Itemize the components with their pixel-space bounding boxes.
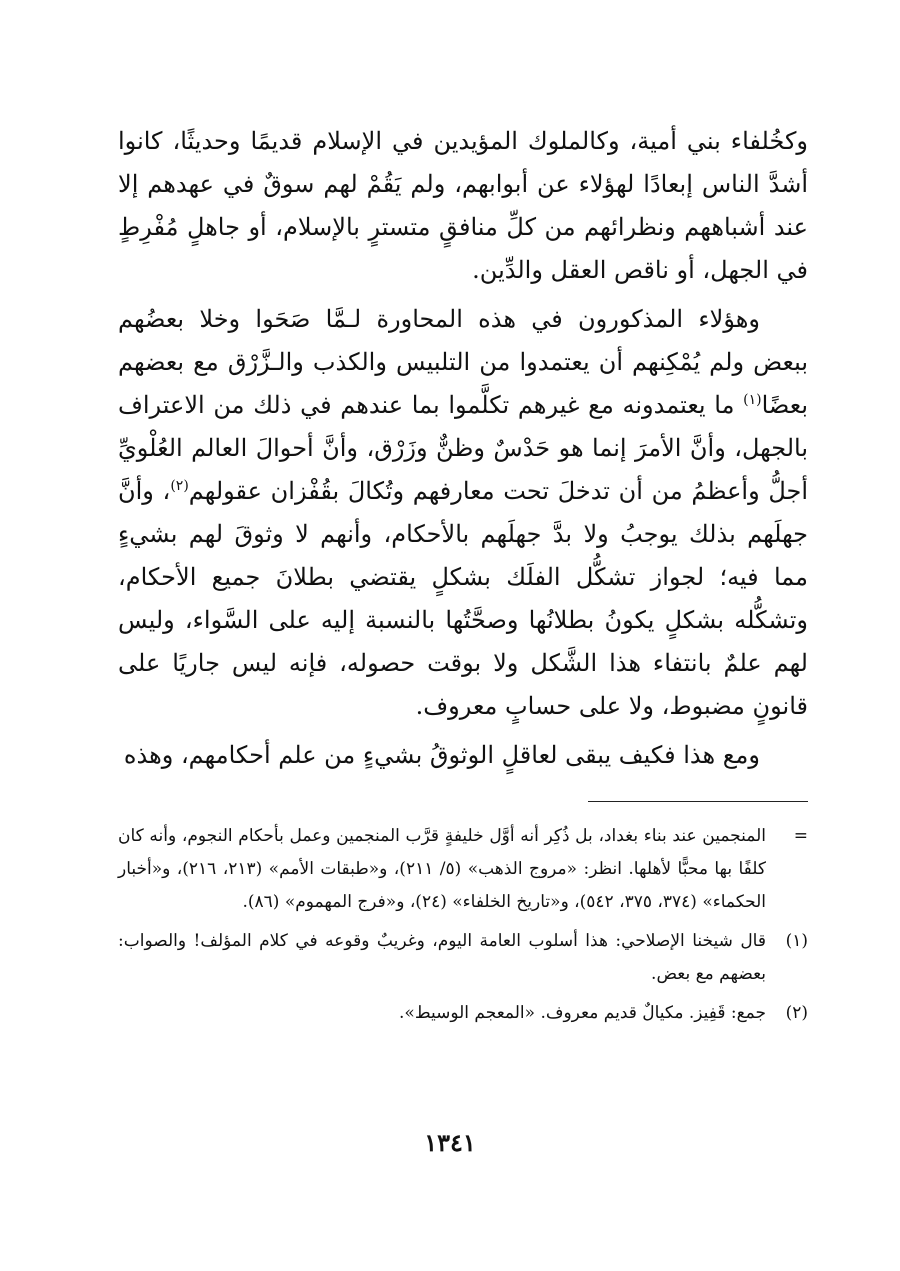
paragraph-2-part-1: وهؤلاء المذكورون في هذه المحاورة لـمَّا صَحَوا وخلا بعضُهم ببعض ولم يُمْكِنهم أن يعتمدوا من التلبيس والكذب والـزَّرْق مع بعضهم بعضًا <box>118 305 808 419</box>
paragraph-2 <box>118 298 808 728</box>
footnotes <box>118 820 808 1030</box>
footnote-2-text: جمع: قَفِيز. مكيالٌ قديم معروف. «المعجم الوسيط». <box>399 1003 766 1023</box>
footnote-1 <box>118 925 808 991</box>
main-text <box>118 120 808 777</box>
footnote-separator <box>588 801 808 802</box>
paragraph-2-part-3: ، وأنَّ جهلَهم بذلك يوجبُ ولا بدَّ جهلَهم بالأحكام، وأنهم لا وثوقَ لهم بشيءٍ مما فيه؛ لجواز تشكُّل الفلَك بشكلٍ يقتضي بطلانَ جميع الأحكام، وتشكُّله بشكلٍ يكونُ بطلانُها وصحَّتُها بالنسبة إليه على السَّواء، وليس لهم علمٌ بانتفاء هذا الشَّكل ولا بوقت حصوله، فإنه ليس جاريًا على قانونٍ مضبوط، ولا على حسابٍ معروف. <box>118 477 808 720</box>
paragraph-3: ومع هذا فكيف يبقى لعاقلٍ الوثوقُ بشيءٍ من علم أحكامهم، وهذه <box>123 741 760 769</box>
footnote-2-marker: (٢) <box>785 1003 808 1023</box>
footnote-ref-2[interactable]: (٢) <box>170 478 189 494</box>
footnote-2 <box>118 997 808 1030</box>
footnote-continuation <box>118 820 808 919</box>
paragraph-2-part-2: ما يعتمدونه مع غيرهم تكلَّموا بما عندهم في ذلك من الاعتراف بالجهل، وأنَّ الأمرَ إنما هو حَدْسٌ وظنٌّ وزَرْق، وأنَّ أحوالَ العالم العُلْويِّ أجلُّ وأعظمُ من أن تدخلَ تحت معارفهم وتُكالَ بقُفْزان عقولهم <box>118 391 809 505</box>
footnote-continuation-marker: = <box>793 826 808 846</box>
footnote-continuation-text: المنجمين عند بناء بغداد، بل ذُكِر أنه أوَّل خليفةٍ قرَّب المنجمين وعمل بأحكام النجوم، وأنه كان كلفًا بها محبًّا لأهلها. انظر: «مروج الذهب» (٥/ ٢١١)، و«طبقات الأمم» (٢١٣، ٢١٦)، و«أخبار الحكماء» (٣٧٤، ٣٧٥، ٥٤٢)، و«تاريخ الخلفاء» (٢٤)، و«فرج المهموم» (٨٦). <box>118 826 767 912</box>
footnote-1-text: قال شيخنا الإصلاحي: هذا أسلوب العامة اليوم، وغريبٌ وقوعه في كلام المؤلف! والصواب: بعضهم مع بعض. <box>118 931 766 984</box>
page-content <box>118 120 808 1036</box>
paragraph-1: وكخُلفاء بني أمية، وكالملوك المؤيدين في الإسلام قديمًا وحديثًا، كانوا أشدَّ الناس إبعادًا لهؤلاء عن أبوابهم، ولم يَقُمْ لهم سوقٌ في عهدهم إلا عند أشباههم ونظرائهم من كلِّ منافقٍ متسترٍ بالإسلام، أو جاهلٍ مُفْرِطٍ في الجهل، أو ناقص العقل والدِّين. <box>118 127 808 284</box>
footnote-1-marker: (١) <box>785 931 808 951</box>
page-number: ١٣٤١ <box>424 1128 476 1157</box>
footnote-ref-1[interactable]: (١) <box>743 392 762 408</box>
